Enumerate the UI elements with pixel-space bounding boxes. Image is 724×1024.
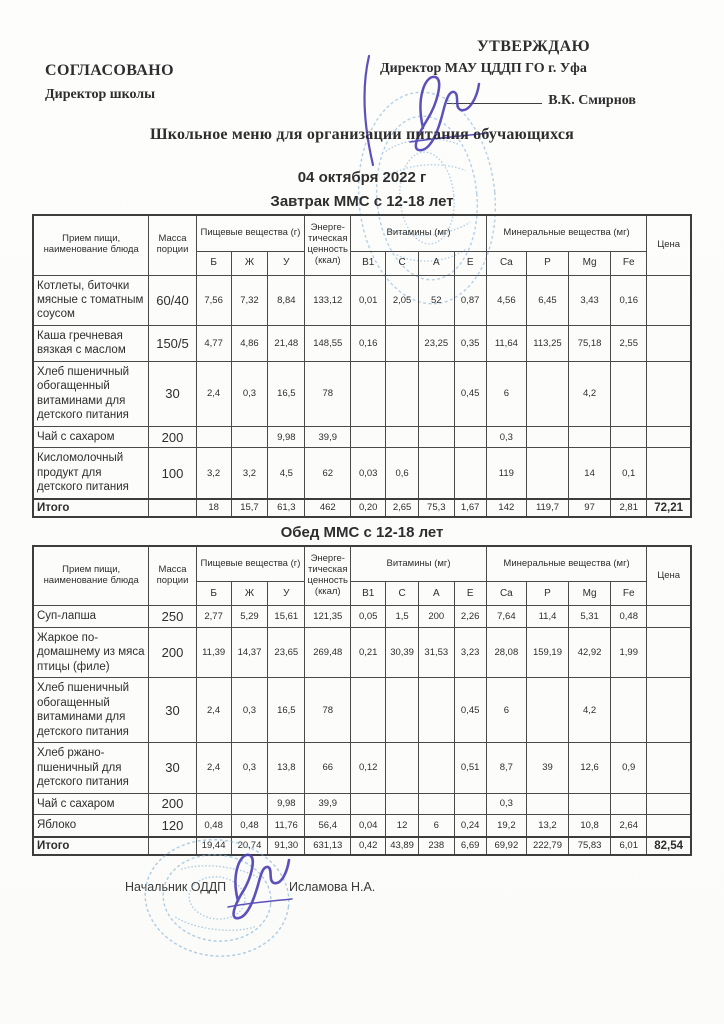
value-cell xyxy=(454,793,486,814)
value-cell: 0,3 xyxy=(486,426,526,447)
value-cell xyxy=(419,743,455,793)
menu-row xyxy=(33,606,691,627)
value-cell: 10,8 xyxy=(569,815,611,837)
value-cell xyxy=(647,361,691,426)
value-cell xyxy=(196,426,231,447)
col-header-e: E xyxy=(454,251,486,275)
value-cell: 31,53 xyxy=(419,627,455,677)
portion-mass-cell: 120 xyxy=(149,815,196,837)
value-cell xyxy=(611,678,647,743)
value-cell: 3,43 xyxy=(569,275,611,325)
value-cell: 6 xyxy=(486,678,526,743)
col-group-nutrients: Пищевые вещества (г) xyxy=(196,215,305,251)
portion-mass-cell: 30 xyxy=(149,743,196,793)
col-header-dish: Прием пищи, наименование блюда xyxy=(33,546,149,606)
value-cell: 39,9 xyxy=(305,426,351,447)
dish-name-cell: Хлеб пшеничный обогащенный витаминами для детского питания xyxy=(33,678,149,743)
value-cell: 21,48 xyxy=(268,325,305,361)
col-header-energy: Энерге-тическая ценность (ккал) xyxy=(305,546,351,606)
approved-title: УТВЕРЖДАЮ xyxy=(477,38,590,55)
portion-mass-cell: 200 xyxy=(149,793,196,814)
value-cell: 0,3 xyxy=(231,361,268,426)
value-cell xyxy=(611,793,647,814)
value-cell: 0,16 xyxy=(611,275,647,325)
col-header-b1: B1 xyxy=(351,251,386,275)
value-cell: 12,6 xyxy=(569,743,611,793)
value-cell: 30,39 xyxy=(386,627,419,677)
value-cell: 2,77 xyxy=(196,606,231,627)
total-value-cell: 2,81 xyxy=(611,499,647,517)
value-cell: 2,4 xyxy=(196,743,231,793)
value-cell: 14,37 xyxy=(231,627,268,677)
col-header-price: Цена xyxy=(647,546,691,606)
value-cell: 0,35 xyxy=(454,325,486,361)
value-cell: 8,7 xyxy=(486,743,526,793)
value-cell: 0,87 xyxy=(454,275,486,325)
total-row xyxy=(33,837,691,855)
value-cell xyxy=(231,426,268,447)
value-cell xyxy=(647,325,691,361)
value-cell xyxy=(526,678,568,743)
value-cell xyxy=(647,606,691,627)
col-header-fe: Fe xyxy=(611,251,647,275)
value-cell: 0,48 xyxy=(196,815,231,837)
value-cell: 2,26 xyxy=(454,606,486,627)
col-header-ca: Ca xyxy=(486,251,526,275)
lunch-table xyxy=(32,545,692,856)
table-header xyxy=(33,546,691,606)
value-cell: 7,32 xyxy=(231,275,268,325)
value-cell: 11,39 xyxy=(196,627,231,677)
value-cell xyxy=(386,426,419,447)
value-cell: 16,5 xyxy=(268,678,305,743)
value-cell: 4,77 xyxy=(196,325,231,361)
dish-name-cell: Суп-лапша xyxy=(33,606,149,627)
value-cell: 2,4 xyxy=(196,361,231,426)
total-value-cell xyxy=(149,499,196,517)
value-cell xyxy=(419,448,455,499)
portion-mass-cell: 60/40 xyxy=(149,275,196,325)
value-cell: 0,45 xyxy=(454,678,486,743)
value-cell: 5,31 xyxy=(569,606,611,627)
footer-name: Исламова Н.А. xyxy=(289,880,376,894)
value-cell: 11,4 xyxy=(526,606,568,627)
total-value-cell: 75,83 xyxy=(569,837,611,855)
value-cell xyxy=(419,361,455,426)
menu-date: 04 октября 2022 г xyxy=(297,169,427,186)
value-cell: 2,4 xyxy=(196,678,231,743)
value-cell xyxy=(647,743,691,793)
value-cell: 119 xyxy=(486,448,526,499)
value-cell: 9,98 xyxy=(268,793,305,814)
value-cell: 0,24 xyxy=(454,815,486,837)
value-cell: 5,29 xyxy=(231,606,268,627)
value-cell: 0,05 xyxy=(351,606,386,627)
value-cell: 0,16 xyxy=(351,325,386,361)
value-cell xyxy=(647,815,691,837)
value-cell xyxy=(419,678,455,743)
page-title: Школьное меню для организации питания обучающихся xyxy=(149,126,575,143)
menu-row xyxy=(33,743,691,793)
dish-name-cell: Жаркое по-домашнему из мяса птицы (филе) xyxy=(33,627,149,677)
value-cell: 1,99 xyxy=(611,627,647,677)
value-cell: 4,86 xyxy=(231,325,268,361)
value-cell: 1,5 xyxy=(386,606,419,627)
value-cell: 0,51 xyxy=(454,743,486,793)
col-header-fat: Ж xyxy=(231,582,268,606)
value-cell xyxy=(454,448,486,499)
total-value-cell: 20,74 xyxy=(231,837,268,855)
value-cell: 0,12 xyxy=(351,743,386,793)
value-cell: 0,3 xyxy=(231,678,268,743)
col-group-minerals: Минеральные вещества (мг) xyxy=(486,546,647,582)
col-header-price: Цена xyxy=(647,215,691,275)
portion-mass-cell: 100 xyxy=(149,448,196,499)
value-cell: 159,19 xyxy=(526,627,568,677)
value-cell: 16,5 xyxy=(268,361,305,426)
col-header-protein: Б xyxy=(196,582,231,606)
col-header-protein: Б xyxy=(196,251,231,275)
col-header-p: P xyxy=(526,582,568,606)
total-value-cell xyxy=(149,837,196,855)
total-value-cell: 6,69 xyxy=(454,837,486,855)
value-cell xyxy=(647,627,691,677)
col-group-minerals: Минеральные вещества (мг) xyxy=(486,215,647,251)
value-cell xyxy=(526,448,568,499)
menu-row xyxy=(33,793,691,814)
value-cell xyxy=(196,793,231,814)
menu-row xyxy=(33,325,691,361)
portion-mass-cell: 150/5 xyxy=(149,325,196,361)
menu-row xyxy=(33,361,691,426)
col-header-carbs: У xyxy=(268,251,305,275)
value-cell: 0,21 xyxy=(351,627,386,677)
value-cell xyxy=(386,361,419,426)
value-cell: 0,1 xyxy=(611,448,647,499)
value-cell xyxy=(231,793,268,814)
col-header-b1: B1 xyxy=(351,582,386,606)
value-cell: 11,64 xyxy=(486,325,526,361)
value-cell xyxy=(647,275,691,325)
dish-name-cell: Каша гречневая вязкая с маслом xyxy=(33,325,149,361)
col-header-ca: Ca xyxy=(486,582,526,606)
menu-row xyxy=(33,627,691,677)
value-cell: 28,08 xyxy=(486,627,526,677)
value-cell: 6 xyxy=(486,361,526,426)
value-cell: 23,65 xyxy=(268,627,305,677)
total-value-cell: 43,89 xyxy=(386,837,419,855)
document-body xyxy=(0,126,724,856)
col-header-mg: Mg xyxy=(569,582,611,606)
approved-name: В.К. Смирнов xyxy=(548,93,636,108)
value-cell: 0,45 xyxy=(454,361,486,426)
value-cell xyxy=(569,793,611,814)
value-cell: 11,76 xyxy=(268,815,305,837)
value-cell: 19,2 xyxy=(486,815,526,837)
total-value-cell: 19,44 xyxy=(196,837,231,855)
col-header-e: E xyxy=(454,582,486,606)
value-cell: 62 xyxy=(305,448,351,499)
value-cell xyxy=(351,793,386,814)
value-cell: 42,92 xyxy=(569,627,611,677)
menu-row xyxy=(33,678,691,743)
value-cell xyxy=(526,361,568,426)
value-cell xyxy=(386,743,419,793)
total-row xyxy=(33,499,691,517)
value-cell: 121,35 xyxy=(305,606,351,627)
value-cell: 13,8 xyxy=(268,743,305,793)
menu-row xyxy=(33,815,691,837)
table-header xyxy=(33,215,691,275)
value-cell xyxy=(351,426,386,447)
value-cell xyxy=(351,361,386,426)
total-label-cell: Итого xyxy=(33,837,149,855)
col-header-mg: Mg xyxy=(569,251,611,275)
value-cell: 4,56 xyxy=(486,275,526,325)
col-header-c: C xyxy=(386,582,419,606)
col-group-nutrients: Пищевые вещества (г) xyxy=(196,546,305,582)
total-price-cell: 72,21 xyxy=(647,499,691,517)
total-value-cell: 97 xyxy=(569,499,611,517)
footer-role: Начальник ОДДП xyxy=(125,880,227,894)
value-cell: 39 xyxy=(526,743,568,793)
portion-mass-cell: 200 xyxy=(149,426,196,447)
value-cell xyxy=(419,793,455,814)
col-header-a: A xyxy=(419,251,455,275)
portion-mass-cell: 30 xyxy=(149,678,196,743)
value-cell: 12 xyxy=(386,815,419,837)
value-cell: 0,9 xyxy=(611,743,647,793)
value-cell: 23,25 xyxy=(419,325,455,361)
portion-mass-cell: 200 xyxy=(149,627,196,677)
value-cell: 14 xyxy=(569,448,611,499)
value-cell xyxy=(386,325,419,361)
value-cell xyxy=(526,793,568,814)
value-cell xyxy=(419,426,455,447)
dish-name-cell: Хлеб ржано-пшеничный для детского питания xyxy=(33,743,149,793)
dish-name-cell: Хлеб пшеничный обогащенный витаминами для детского питания xyxy=(33,361,149,426)
portion-mass-cell: 250 xyxy=(149,606,196,627)
total-value-cell: 222,79 xyxy=(526,837,568,855)
value-cell: 15,61 xyxy=(268,606,305,627)
menu-row xyxy=(33,426,691,447)
value-cell: 200 xyxy=(419,606,455,627)
value-cell xyxy=(569,426,611,447)
value-cell: 0,04 xyxy=(351,815,386,837)
value-cell: 148,55 xyxy=(305,325,351,361)
total-value-cell: 15,7 xyxy=(231,499,268,517)
col-header-p: P xyxy=(526,251,568,275)
total-value-cell: 69,92 xyxy=(486,837,526,855)
value-cell xyxy=(647,793,691,814)
total-value-cell: 75,3 xyxy=(419,499,455,517)
value-cell: 66 xyxy=(305,743,351,793)
dish-name-cell: Яблоко xyxy=(33,815,149,837)
col-header-dish: Прием пищи, наименование блюда xyxy=(33,215,149,275)
value-cell: 113,25 xyxy=(526,325,568,361)
dish-name-cell: Котлеты, биточки мясные с томатным соусом xyxy=(33,275,149,325)
value-cell: 3,2 xyxy=(231,448,268,499)
col-header-c: C xyxy=(386,251,419,275)
value-cell xyxy=(351,678,386,743)
col-header-fat: Ж xyxy=(231,251,268,275)
value-cell: 2,05 xyxy=(386,275,419,325)
col-group-vitamins: Витамины (мг) xyxy=(351,215,487,251)
value-cell: 6,45 xyxy=(526,275,568,325)
breakfast-table-title: Завтрак ММС с 12-18 лет xyxy=(270,193,454,210)
value-cell xyxy=(647,678,691,743)
value-cell: 52 xyxy=(419,275,455,325)
value-cell: 3,2 xyxy=(196,448,231,499)
total-value-cell: 0,42 xyxy=(351,837,386,855)
total-value-cell: 6,01 xyxy=(611,837,647,855)
menu-row xyxy=(33,448,691,499)
value-cell: 0,6 xyxy=(386,448,419,499)
col-header-mass: Масса порции xyxy=(149,546,196,606)
total-value-cell: 2,65 xyxy=(386,499,419,517)
dish-name-cell: Чай с сахаром xyxy=(33,793,149,814)
agreed-role: Директор школы xyxy=(45,87,156,102)
value-cell: 4,5 xyxy=(268,448,305,499)
value-cell: 0,48 xyxy=(611,606,647,627)
col-header-mass: Масса порции xyxy=(149,215,196,275)
value-cell: 13,2 xyxy=(526,815,568,837)
value-cell xyxy=(526,426,568,447)
total-value-cell: 61,3 xyxy=(268,499,305,517)
value-cell: 0,3 xyxy=(486,793,526,814)
value-cell: 7,56 xyxy=(196,275,231,325)
col-group-vitamins: Витамины (мг) xyxy=(351,546,487,582)
value-cell: 2,55 xyxy=(611,325,647,361)
lunch-table-title: Обед ММС с 12-18 лет xyxy=(280,523,444,541)
value-cell: 0,3 xyxy=(231,743,268,793)
col-header-fe: Fe xyxy=(611,582,647,606)
value-cell xyxy=(454,426,486,447)
total-value-cell: 238 xyxy=(419,837,455,855)
total-value-cell: 1,67 xyxy=(454,499,486,517)
col-header-carbs: У xyxy=(268,582,305,606)
value-cell xyxy=(611,361,647,426)
total-value-cell: 631,13 xyxy=(305,837,351,855)
total-value-cell: 91,30 xyxy=(268,837,305,855)
total-value-cell: 142 xyxy=(486,499,526,517)
dish-name-cell: Чай с сахаром xyxy=(33,426,149,447)
value-cell: 9,98 xyxy=(268,426,305,447)
value-cell: 0,48 xyxy=(231,815,268,837)
value-cell: 7,64 xyxy=(486,606,526,627)
signature-underline xyxy=(447,103,542,104)
value-cell xyxy=(386,678,419,743)
value-cell: 269,48 xyxy=(305,627,351,677)
agreed-title: СОГЛАСОВАНО xyxy=(45,62,174,79)
value-cell: 4,2 xyxy=(569,361,611,426)
col-header-energy: Энерге-тическая ценность (ккал) xyxy=(305,215,351,275)
value-cell: 4,2 xyxy=(569,678,611,743)
value-cell xyxy=(611,426,647,447)
value-cell: 78 xyxy=(305,678,351,743)
value-cell: 56,4 xyxy=(305,815,351,837)
value-cell: 8,84 xyxy=(268,275,305,325)
total-value-cell: 462 xyxy=(305,499,351,517)
col-header-a: A xyxy=(419,582,455,606)
value-cell: 0,03 xyxy=(351,448,386,499)
total-value-cell: 18 xyxy=(196,499,231,517)
value-cell: 39,9 xyxy=(305,793,351,814)
value-cell: 78 xyxy=(305,361,351,426)
total-label-cell: Итого xyxy=(33,499,149,517)
value-cell: 75,18 xyxy=(569,325,611,361)
portion-mass-cell: 30 xyxy=(149,361,196,426)
breakfast-table xyxy=(32,214,692,518)
agreed-block xyxy=(45,62,174,103)
total-value-cell: 0,20 xyxy=(351,499,386,517)
approved-block xyxy=(372,38,640,109)
menu-row xyxy=(33,275,691,325)
value-cell xyxy=(647,426,691,447)
total-value-cell: 119,7 xyxy=(526,499,568,517)
total-price-cell: 82,54 xyxy=(647,837,691,855)
chief-signature-icon xyxy=(216,843,300,927)
dish-name-cell: Кисломолочный продукт для детского питания xyxy=(33,448,149,499)
value-cell xyxy=(386,793,419,814)
value-cell: 133,12 xyxy=(305,275,351,325)
value-cell: 2,64 xyxy=(611,815,647,837)
approved-role: Директор МАУ ЦДДП ГО г. Уфа xyxy=(380,61,587,76)
value-cell xyxy=(647,448,691,499)
value-cell: 0,01 xyxy=(351,275,386,325)
approved-signature-line xyxy=(372,93,640,109)
value-cell: 3,23 xyxy=(454,627,486,677)
value-cell: 6 xyxy=(419,815,455,837)
